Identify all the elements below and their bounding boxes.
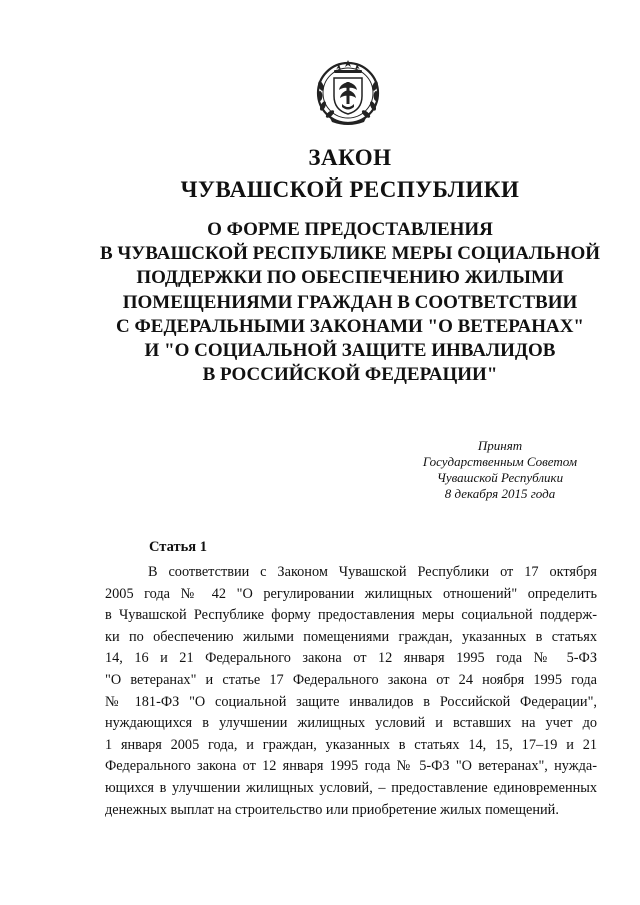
article-line: ки по обеспечению жилыми помещениями граждан, указанных в статьях <box>105 628 597 645</box>
adoption-line: Чувашской Республики <box>436 470 564 485</box>
article-line: 14, 16 и 21 Федерального закона от 12 января 1995 года № 5-ФЗ <box>105 650 597 667</box>
adoption-date: 8 декабря 2015 года <box>444 486 556 501</box>
subtitle-line: В ЧУВАШСКОЙ РЕСПУБЛИКЕ МЕРЫ СОЦИАЛЬНОЙ <box>99 243 601 265</box>
article-line: 1 января 2005 года, и граждан, указанных в статьях 14, 15, 17–19 и 21 <box>105 736 597 753</box>
article-line: ющихся в улучшении жилищных условий, – предоставление единовременных <box>105 779 597 796</box>
law-title: ЗАКОН <box>308 145 392 170</box>
article-line: В соответствии с Законом Чувашской Республики от 17 октября <box>148 564 597 580</box>
adoption-line: Государственным Советом <box>422 454 578 469</box>
article-line: 2005 года № 42 "О регулировании жилищных отношений" определить <box>105 585 597 602</box>
subtitle-line: ПОДДЕРЖКИ ПО ОБЕСПЕЧЕНИЮ ЖИЛЫМИ <box>136 267 564 289</box>
subtitle-line: И "О СОЦИАЛЬНОЙ ЗАЩИТЕ ИНВАЛИДОВ <box>144 340 556 362</box>
article-line: Федерального закона от 12 января 1995 года № 5-ФЗ "О ветеранах", нужда- <box>105 758 597 775</box>
article-line: № 181-ФЗ "О социальной защите инвалидов в Российской Федерации", <box>105 693 597 710</box>
article-heading: Статья 1 <box>149 539 207 555</box>
subtitle-line: ПОМЕЩЕНИЯМИ ГРАЖДАН В СООТВЕТСТВИИ <box>122 291 578 313</box>
subtitle-line: В РОССИЙСКОЙ ФЕДЕРАЦИИ" <box>202 364 498 386</box>
article-line: нуждающихся в улучшении жилищных условий и вставших на учет до <box>105 715 597 732</box>
article-line: в Чувашской Республике форму предоставления меры социальной поддерж- <box>105 607 597 624</box>
subtitle-line: О ФОРМЕ ПРЕДОСТАВЛЕНИЯ <box>207 219 493 240</box>
article-line: денежных выплат на строительство или приобретение жилых помещений. <box>105 801 559 818</box>
law-subtitle <box>30 218 640 387</box>
adoption-note <box>360 438 640 502</box>
coat-of-arms-icon <box>312 58 384 126</box>
article-text <box>105 562 597 821</box>
article-line: "О ветеранах" и статье 17 Федерального закона от 24 ноября 1995 года <box>105 671 597 688</box>
law-title-region: ЧУВАШСКОЙ РЕСПУБЛИКИ <box>180 177 520 202</box>
subtitle-line: С ФЕДЕРАЛЬНЫМИ ЗАКОНАМИ "О ВЕТЕРАНАХ" <box>116 315 584 337</box>
adoption-line: Принят <box>477 438 523 453</box>
